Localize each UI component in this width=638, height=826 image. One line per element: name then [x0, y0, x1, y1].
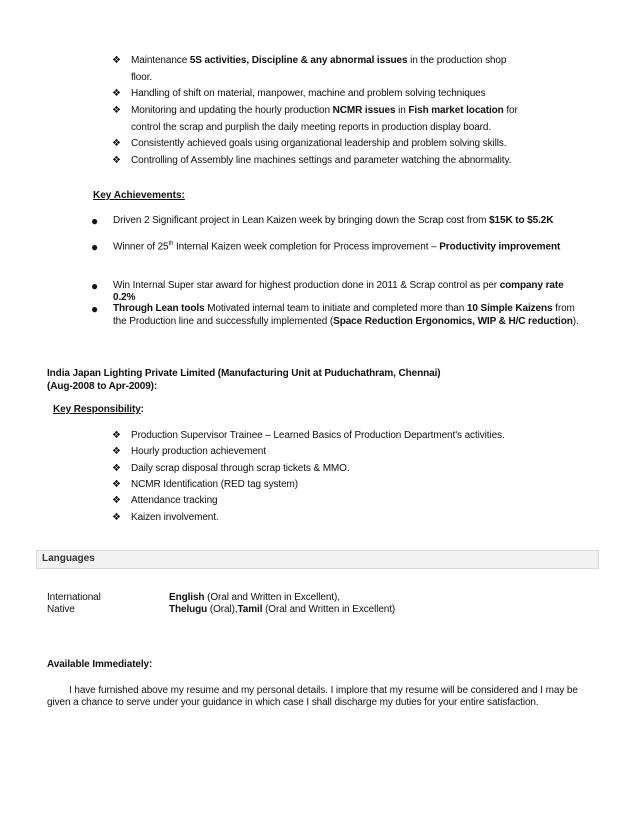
company-name: India Japan Lighting Private Limited (Manufacturing Unit at Puduchathram, Chennai) — [47, 368, 441, 379]
bullet-dot-icon: ● — [91, 214, 99, 228]
languages-section-header — [36, 550, 599, 569]
diamond-bullet-icon: ❖ — [112, 446, 121, 457]
duty-item: Maintenance 5S activities, Discipline & any abnormal issues in the production shop — [131, 55, 507, 66]
duty-item: Handling of shift on material, manpower, machine and problem solving techniques — [131, 88, 486, 99]
achievement-item: Win Internal Super star award for highest production done in 2011 & Scrap control as per company rate — [113, 280, 564, 291]
responsibility-item: Production Supervisor Trainee – Learned Basics of Production Department's activities. — [131, 430, 505, 441]
diamond-bullet-icon: ❖ — [112, 430, 121, 441]
language-type: Native — [47, 604, 75, 615]
achievement-item: Through Lean tools Motivated internal team to initiate and completed more than 10 Simple Kaizens from — [113, 303, 575, 314]
languages-heading: Languages — [42, 553, 95, 564]
declaration-line: I have furnished above my resume and my personal details. I implore that my resume will be considered and I may be — [69, 685, 578, 696]
bullet-dot-icon: ● — [91, 302, 99, 316]
duty-item: Consistently achieved goals using organizational leadership and problem solving skills. — [131, 138, 507, 149]
bullet-dot-icon: ● — [91, 279, 99, 293]
duty-item-continuation: floor. — [131, 72, 153, 83]
diamond-bullet-icon: ❖ — [112, 155, 121, 166]
duty-item: Controlling of Assembly line machines settings and parameter watching the abnormality. — [131, 155, 512, 166]
diamond-bullet-icon: ❖ — [112, 512, 121, 523]
responsibility-heading: Key Responsibility: — [53, 404, 144, 415]
bullet-dot-icon: ● — [91, 240, 99, 254]
company-period: (Aug-2008 to Apr-2009): — [47, 381, 158, 392]
responsibility-item: NCMR Identification (RED tag system) — [131, 479, 299, 490]
responsibility-item: Hourly production achievement — [131, 446, 266, 457]
language-detail: Thelugu (Oral),Tamil (Oral and Written in Excellent) — [169, 604, 396, 615]
responsibility-item: Attendance tracking — [131, 495, 218, 506]
achievement-item: Driven 2 Significant project in Lean Kaizen week by bringing down the Scrap cost from $15K to $5.2K — [113, 215, 554, 226]
achievement-item: Winner of 25th Internal Kaizen week completion for Process improvement – Productivity improvement — [113, 241, 561, 253]
diamond-bullet-icon: ❖ — [112, 55, 121, 66]
responsibility-item: Daily scrap disposal through scrap tickets & MMO. — [131, 463, 350, 474]
achievement-item-continuation: 0.2% — [113, 292, 136, 303]
diamond-bullet-icon: ❖ — [112, 463, 121, 474]
diamond-bullet-icon: ❖ — [112, 495, 121, 506]
diamond-bullet-icon: ❖ — [112, 479, 121, 490]
achievements-heading: Key Achievements: — [93, 190, 185, 201]
diamond-bullet-icon: ❖ — [112, 138, 121, 149]
diamond-bullet-icon: ❖ — [112, 105, 121, 116]
responsibility-item: Kaizen involvement. — [131, 512, 219, 523]
declaration-line: given a chance to serve under your guidance in which case I shall discharge my duties for your entire satisfaction. — [47, 697, 539, 708]
duty-item: Monitoring and updating the hourly production NCMR issues in Fish market location for — [131, 105, 518, 116]
availability-heading: Available Immediately: — [47, 659, 153, 670]
duty-item-continuation: control the scrap and purplish the daily meeting reports in production display board. — [131, 122, 492, 133]
language-type: International — [47, 592, 101, 603]
diamond-bullet-icon: ❖ — [112, 88, 121, 99]
achievement-item-continuation: the Production line and successfully implemented (Space Reduction Ergonomics, WIP & H/C reduction). — [113, 316, 579, 327]
language-detail: English (Oral and Written in Excellent), — [169, 592, 340, 603]
